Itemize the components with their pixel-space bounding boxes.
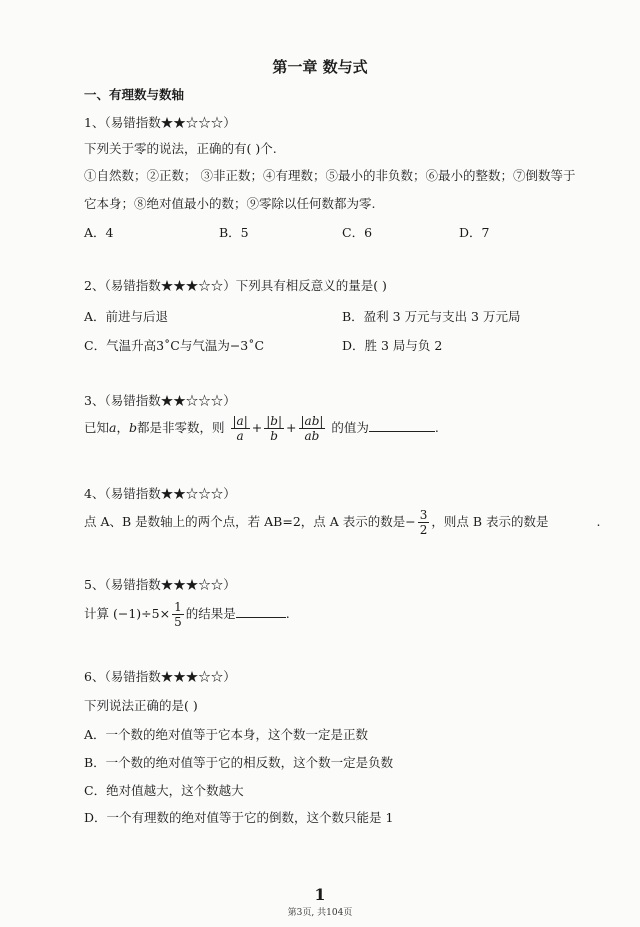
text: . <box>285 606 290 621</box>
text: 计算 (−1)÷5× <box>84 606 171 621</box>
numerator: |ab| <box>300 414 324 428</box>
page-number: 1 <box>314 885 326 904</box>
option-d: D．胜 3 局与负 2 <box>342 338 443 353</box>
question-text <box>84 508 601 537</box>
text: . <box>434 420 439 435</box>
question-text: ①自然数；②正数； ③非正数；④有理数；⑤最小的非负数；⑥最小的整数；⑦倒数等于 <box>84 168 576 183</box>
denominator: b <box>270 429 278 443</box>
text: ， <box>116 420 129 435</box>
section-heading: 一、有理数与数轴 <box>84 87 185 102</box>
denominator: 5 <box>174 615 182 629</box>
question-stem: 下列关于零的说法，正确的有( )个. <box>84 141 277 156</box>
plus: + <box>251 420 263 435</box>
numerator: |b| <box>266 414 283 428</box>
fraction <box>418 508 430 537</box>
option-a: A．4 <box>84 225 114 240</box>
numerator: 3 <box>419 508 428 522</box>
option-a: A．一个数的绝对值等于它本身，这个数一定是正数 <box>84 727 369 742</box>
question-text <box>84 600 290 629</box>
fraction <box>172 600 184 629</box>
minus: − <box>405 514 416 529</box>
plus: + <box>286 420 297 435</box>
option-d: D．一个有理数的绝对值等于它的倒数，这个数只能是 1 <box>84 810 394 825</box>
question-header: 5、（易错指数★★★☆☆） <box>84 577 236 592</box>
denominator: a <box>236 429 244 443</box>
numerator: |a| <box>232 414 248 428</box>
text: 都是非零数，则 <box>137 420 225 435</box>
answer-blank[interactable] <box>236 605 286 618</box>
text: 的结果是 <box>185 606 236 621</box>
var-b: b <box>128 420 137 435</box>
question-text: 它本身；⑧绝对值最小的数；⑨零除以任何数都为零. <box>84 196 376 211</box>
option-a: A．前进与后退 <box>84 309 169 324</box>
option-d: D．7 <box>459 225 490 240</box>
option-b: B．5 <box>219 225 249 240</box>
option-c: C．气温升高3˚C与气温为−3˚C <box>84 338 265 353</box>
fraction <box>264 414 284 443</box>
question-text <box>84 414 439 443</box>
page-footer: 第3页, 共104页 <box>287 908 353 918</box>
question-header: 3、（易错指数★★☆☆☆） <box>84 393 236 408</box>
option-c: C．6 <box>342 225 373 240</box>
text: 的值为 <box>331 420 369 435</box>
fraction <box>231 414 250 443</box>
option-b: B．一个数的绝对值等于它的相反数，这个数一定是负数 <box>84 755 394 770</box>
text: . <box>596 514 601 529</box>
text: 已知 <box>84 420 110 435</box>
question-stem: 下列说法正确的是( ) <box>84 698 198 713</box>
denominator: ab <box>304 429 320 443</box>
var-a: a <box>109 420 117 435</box>
text: ，则点 B 表示的数是 <box>431 514 549 529</box>
text: 点 A、B 是数轴上的两个点，若 AB=2，点 A 表示的数是 <box>84 514 406 529</box>
numerator: 1 <box>174 600 182 614</box>
chapter-title: 第一章 数与式 <box>272 58 368 76</box>
denominator: 2 <box>419 523 428 537</box>
question-header: 4、（易错指数★★☆☆☆） <box>84 486 236 501</box>
question-header: 6、（易错指数★★★☆☆） <box>84 669 236 684</box>
question-header: 2、（易错指数★★★☆☆）下列具有相反意义的量是( ) <box>84 278 387 293</box>
option-c: C．绝对值越大，这个数越大 <box>84 783 244 798</box>
fraction <box>299 414 326 443</box>
answer-blank[interactable] <box>369 419 435 432</box>
option-b: B．盈利 3 万元与支出 3 万元局 <box>342 309 521 324</box>
question-header: 1、（易错指数★★☆☆☆） <box>84 115 236 130</box>
